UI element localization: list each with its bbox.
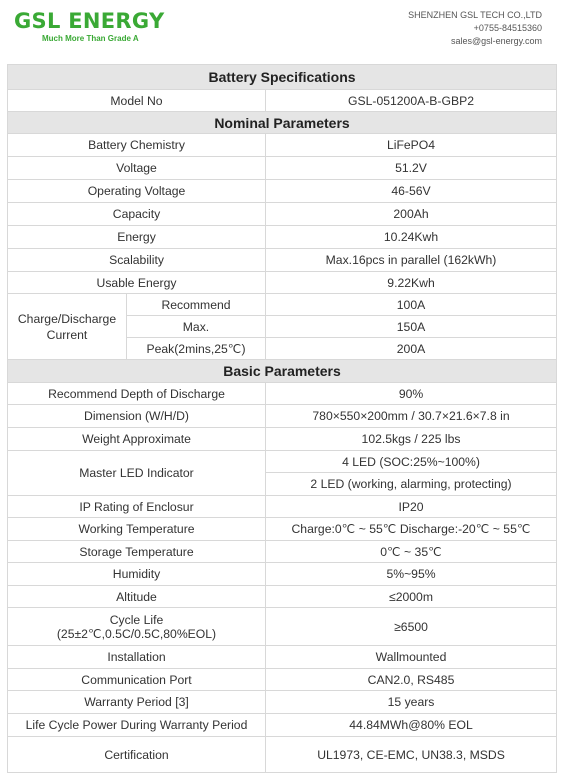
spec-value: 5%~95% [266, 563, 557, 586]
spec-label: Voltage [8, 157, 266, 180]
table-row [8, 586, 557, 608]
spec-label: Installation [8, 646, 266, 669]
table-row [8, 714, 557, 737]
spec-value: Charge:0℃ ~ 55℃ Discharge:-20℃ ~ 55℃ [266, 518, 557, 541]
table-row [8, 608, 557, 646]
page-header [0, 0, 564, 60]
spec-value: 0℃ ~ 35℃ [266, 541, 557, 563]
table-row [8, 691, 557, 714]
cycle-life-condition: (25±2℃,0.5C/0.5C,80%EOL) [56, 626, 217, 641]
contact-block [408, 9, 542, 48]
spec-label: Working Temperature [8, 518, 266, 541]
spec-label: Weight Approximate [8, 428, 266, 451]
spec-label: Humidity [8, 563, 266, 586]
spec-label: Dimension (W/H/D) [8, 405, 266, 428]
cycle-life-label: Cycle Life [109, 612, 164, 627]
spec-value: 102.5kgs / 225 lbs [266, 428, 557, 451]
table-row [8, 294, 557, 316]
table-row [8, 226, 557, 249]
spec-value: UL1973, CE-EMC, UN38.3, MSDS [266, 737, 557, 773]
spec-value: 44.84MWh@80% EOL [266, 714, 557, 737]
spec-sublabel: Max. [127, 316, 266, 338]
spec-label: Capacity [8, 203, 266, 226]
spec-value: IP20 [266, 496, 557, 518]
spec-value: ≤2000m [266, 586, 557, 608]
spec-label: Usable Energy [8, 272, 266, 294]
spec-value: 15 years [266, 691, 557, 714]
spec-value: 4 LED (SOC:25%~100%) [266, 451, 557, 473]
spec-label: Recommend Depth of Discharge [8, 383, 266, 405]
spec-value: GSL-051200A-B-GBP2 [266, 90, 557, 112]
spec-value: 9.22Kwh [266, 272, 557, 294]
table-row [8, 496, 557, 518]
spec-value: CAN2.0, RS485 [266, 669, 557, 691]
section-title-nominal: Nominal Parameters [8, 112, 557, 134]
spec-label: Communication Port [8, 669, 266, 691]
table-row [8, 203, 557, 226]
spec-table [7, 64, 557, 773]
spec-sublabel: Recommend [127, 294, 266, 316]
table-row [8, 541, 557, 563]
spec-label: Warranty Period [3] [8, 691, 266, 714]
spec-value: 100A [266, 294, 557, 316]
spec-value: 10.24Kwh [266, 226, 557, 249]
table-row [8, 405, 557, 428]
charge-group-label: Charge/Discharge Current [8, 294, 127, 360]
logo-tagline: Much More Than Grade A [42, 34, 139, 43]
spec-label: Storage Temperature [8, 541, 266, 563]
spec-label: IP Rating of Enclosur [8, 496, 266, 518]
section-row [8, 360, 557, 383]
spec-value: 90% [266, 383, 557, 405]
table-row [8, 737, 557, 773]
table-row [8, 428, 557, 451]
spec-sublabel: Peak(2mins,25℃) [127, 338, 266, 360]
spec-label: Model No [8, 90, 266, 112]
spec-value: Max.16pcs in parallel (162kWh) [266, 249, 557, 272]
table-title: Battery Specifications [8, 65, 557, 90]
spec-label [8, 608, 266, 646]
table-row [8, 249, 557, 272]
table-row [8, 180, 557, 203]
table-title-row [8, 65, 557, 90]
table-row [8, 157, 557, 180]
spec-value: 200Ah [266, 203, 557, 226]
spec-value: 2 LED (working, alarming, protecting) [266, 473, 557, 496]
table-row [8, 90, 557, 112]
spec-label: Certification [8, 737, 266, 773]
section-row [8, 112, 557, 134]
spec-value: Wallmounted [266, 646, 557, 669]
table-row [8, 563, 557, 586]
spec-label: Altitude [8, 586, 266, 608]
spec-label: Battery Chemistry [8, 134, 266, 157]
spec-label: Life Cycle Power During Warranty Period [8, 714, 266, 737]
phone-number: +0755-84515360 [473, 23, 542, 33]
spec-value: ≥6500 [266, 608, 557, 646]
table-row [8, 134, 557, 157]
spec-value: 200A [266, 338, 557, 360]
spec-value: 46-56V [266, 180, 557, 203]
spec-value: LiFePO4 [266, 134, 557, 157]
spec-value: 780×550×200mm / 30.7×21.6×7.8 in [266, 405, 557, 428]
company-logo: GSL ENERGY [14, 9, 165, 33]
email-address: sales@gsl-energy.com [450, 36, 542, 46]
table-row [8, 272, 557, 294]
company-name: SHENZHEN GSL TECH CO.,LTD [408, 10, 542, 20]
section-title-basic: Basic Parameters [8, 360, 557, 383]
spec-label: Master LED Indicator [8, 451, 266, 496]
spec-label: Scalability [8, 249, 266, 272]
spec-label: Energy [8, 226, 266, 249]
table-row [8, 646, 557, 669]
table-row [8, 669, 557, 691]
table-row [8, 451, 557, 473]
spec-label: Operating Voltage [8, 180, 266, 203]
table-row [8, 518, 557, 541]
spec-value: 51.2V [266, 157, 557, 180]
table-row [8, 383, 557, 405]
spec-value: 150A [266, 316, 557, 338]
